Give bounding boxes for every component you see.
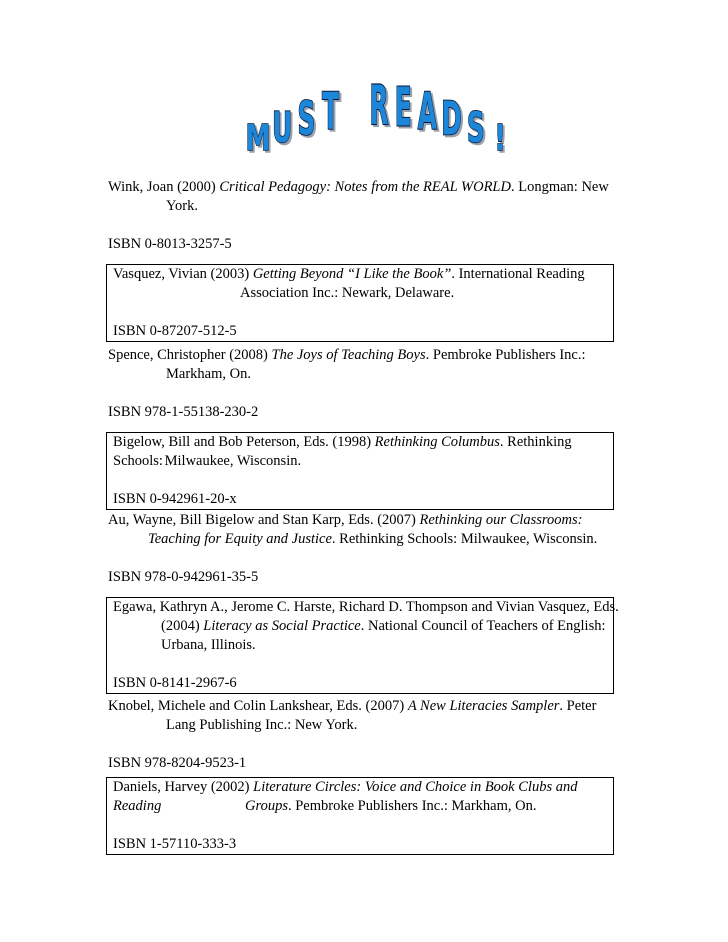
citation-text: Markham, On. (166, 366, 251, 382)
citation-line (108, 197, 616, 216)
isbn-number: ISBN 0-942961-20-x (113, 491, 237, 507)
citation-text: Wink, Joan (2000) (108, 179, 220, 195)
citation-text: . National Council of Teachers of English: (360, 618, 606, 634)
citation-text: Schools: (113, 453, 163, 469)
title-letter: S (297, 91, 316, 146)
citation-text: Bigelow, Bill and Bob Peterson, Eds. (1998) (113, 434, 375, 450)
citation-title: A New Literacies Sampler (407, 698, 560, 714)
boxed-reference-entry (106, 432, 614, 510)
citation-line (113, 433, 613, 452)
reference-entry (108, 346, 616, 422)
title-letter: E (394, 76, 412, 139)
citation-text: Daniels, Harvey (2002) (113, 779, 254, 795)
citation-title: Critical Pedagogy: Notes from the REAL WORLD (219, 179, 511, 195)
citation-text: Knobel, Michele and Colin Lankshear, Eds. (2007) (108, 698, 408, 714)
citation-line (108, 697, 616, 716)
citation-title: Teaching for Equity and Justice (148, 531, 332, 547)
isbn-number: ISBN 0-8013-3257-5 (108, 236, 232, 252)
citation-title: Rethinking Columbus (374, 434, 500, 450)
isbn-number: ISBN 1-57110-333-3 (113, 836, 237, 852)
reference-entry (108, 511, 616, 587)
citation-text: . International Reading (451, 266, 585, 282)
citation-text: Au, Wayne, Bill Bigelow and Stan Karp, Eds. (2007) (108, 512, 420, 528)
citation-text: (2004) (161, 618, 204, 634)
title-letter: R (369, 73, 389, 137)
citation-title: Literature Circles: Voice and Choice in Book Clubs and (253, 779, 578, 795)
citation-title: Literacy as Social Practice (203, 618, 361, 634)
citation-text: . Rethinking Schools: Milwaukee, Wisconsin. (331, 531, 598, 547)
citation-text: Vasquez, Vivian (2003) (113, 266, 253, 282)
citation-text: . Pembroke Publishers Inc.: Markham, On. (287, 798, 537, 814)
title-letter: ! (494, 117, 506, 160)
isbn-number: ISBN 0-8141-2967-6 (113, 675, 237, 691)
must-reads-title-art (245, 73, 510, 160)
citation-line (113, 598, 619, 617)
citation-text: . Pembroke Publishers Inc.: (425, 347, 586, 363)
citation-text: Milwaukee, Wisconsin. (161, 453, 302, 469)
citation-line (108, 530, 616, 549)
boxed-reference-entry (106, 597, 619, 694)
citation-text: . Rethinking (499, 434, 572, 450)
title-letter: S (466, 104, 485, 153)
citation-text: Urbana, Illinois. (161, 637, 256, 653)
citation-text: Egawa, Kathryn A., Jerome C. Harste, Richard D. Thompson and Vivian Vasquez, Eds. (113, 599, 619, 615)
citation-line (113, 636, 613, 655)
citation-line (108, 178, 616, 197)
boxed-reference-entry (106, 264, 614, 342)
citation-title: Groups (245, 798, 288, 814)
isbn-number: ISBN 0-87207-512-5 (113, 323, 237, 339)
citation-text: Association Inc.: Newark, Delaware. (240, 285, 455, 301)
citation-line (108, 716, 616, 735)
citation-line (108, 365, 616, 384)
citation-text: . Peter (559, 698, 597, 714)
title-letter: A (417, 83, 437, 142)
citation-line (113, 265, 613, 284)
title-letter: D (441, 91, 462, 146)
citation-text: York. (166, 198, 198, 214)
citation-line (108, 511, 616, 530)
citation-title: Reading (113, 798, 162, 814)
citation-title: Rethinking our Classrooms: (419, 512, 583, 528)
citation-text: Lang Publishing Inc.: New York. (166, 717, 358, 733)
citation-line (113, 284, 613, 303)
citation-title: Getting Beyond “I Like the Book” (252, 266, 452, 282)
title-letter: T (322, 83, 340, 142)
citation-line (108, 346, 616, 365)
citation-line (113, 778, 613, 797)
citation-line (113, 452, 613, 471)
isbn-number: ISBN 978-8204-9523-1 (108, 755, 247, 771)
isbn-number: ISBN 978-0-942961-35-5 (108, 569, 259, 585)
title-letter: U (272, 104, 293, 153)
reference-entry (108, 178, 616, 254)
citation-text: Spence, Christopher (2008) (108, 347, 272, 363)
citation-text: . Longman: New (510, 179, 609, 195)
boxed-reference-entry (106, 777, 614, 855)
citation-line (113, 797, 613, 816)
title-letter: M (245, 117, 271, 160)
isbn-number: ISBN 978-1-55138-230-2 (108, 404, 259, 420)
reference-entry (108, 697, 616, 773)
citation-title: The Joys of Teaching Boys (271, 347, 426, 363)
citation-line (113, 617, 613, 636)
